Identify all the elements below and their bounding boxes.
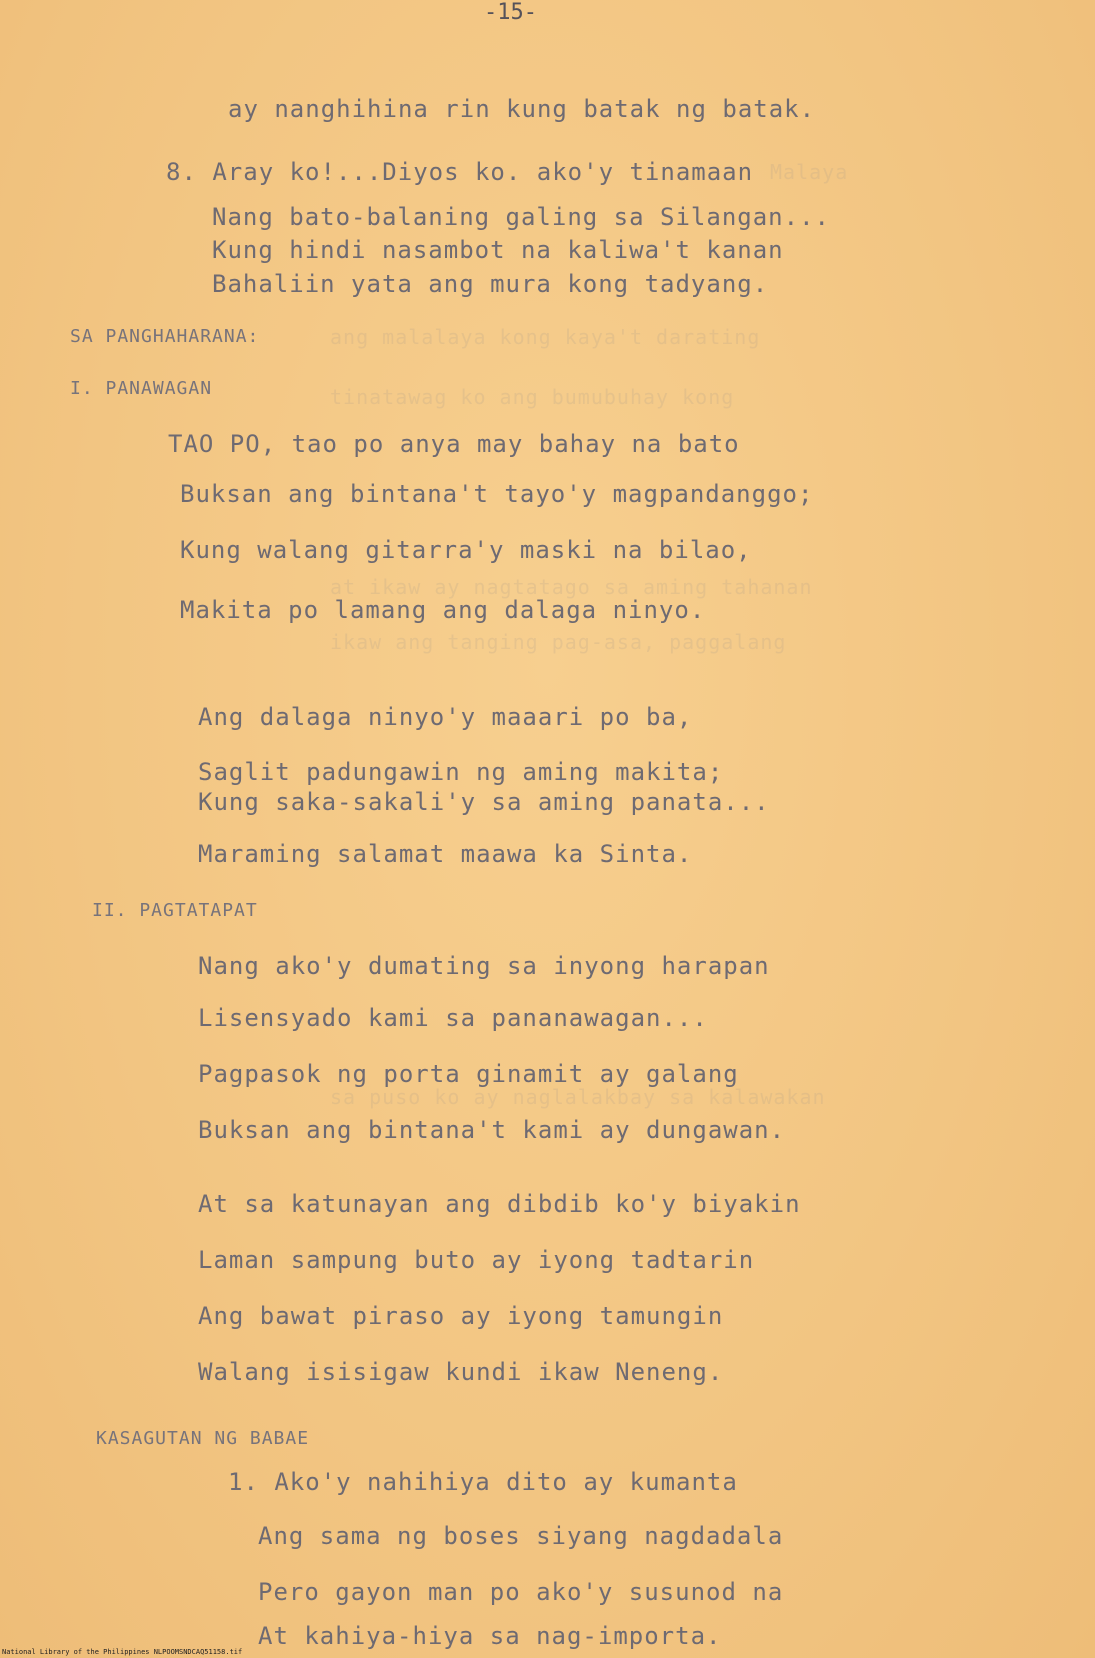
verse-line: Pero gayon man po ako'y susunod na [258,1578,784,1606]
verse-line: Ang bawat piraso ay iyong tamungin [198,1302,724,1330]
verse-line: Maraming salamat maawa ka Sinta. [198,840,693,868]
verse-line: Pagpasok ng porta ginamit ay galang [198,1060,739,1088]
bleed-through-text: tinatawag ko ang bumubuhay kong [330,385,735,409]
bleed-through-text: ang malalaya kong kaya't darating [330,325,761,349]
bleed-through-text: Malaya [770,160,849,184]
section-heading: KASAGUTAN NG BABAE [96,1428,310,1449]
verse-line: Bahaliin yata ang mura kong tadyang. [212,270,769,298]
verse-line: Nang bato-balaning galing sa Silangan... [212,203,830,231]
section-heading: II. PAGTATAPAT [92,900,258,921]
verse-line: Ang sama ng boses siyang nagdadala [258,1522,784,1550]
verse-line: Kung walang gitarra'y maski na bilao, [180,536,752,564]
verse-line: ay nanghihina rin kung batak ng batak. [228,95,816,123]
verse-line: Buksan ang bintana't tayo'y magpandanggo; [180,480,814,508]
verse-line: At kahiya-hiya sa nag-importa. [258,1622,722,1650]
verse-line: Saglit padungawin ng aming makita; [198,758,724,786]
verse-line: At sa katunayan ang dibdib ko'y biyakin [198,1190,801,1218]
section-heading: SA PANGHAHARANA: [70,326,260,347]
verse-line: TAO PO, tao po anya may bahay na bato [168,430,740,458]
verse-line: Kung hindi nasambot na kaliwa't kanan [212,236,784,264]
verse-line: Walang isisigaw kundi ikaw Neneng. [198,1358,724,1386]
verse-line: Kung saka-sakali'y sa aming panata... [198,788,770,816]
verse-line: Ang dalaga ninyo'y maaari po ba, [198,703,693,731]
verse-line: Makita po lamang ang dalaga ninyo. [180,596,706,624]
section-heading: I. PANAWAGAN [70,378,213,399]
verse-line: 1. Ako'y nahihiya dito ay kumanta [228,1468,738,1496]
verse-line: Laman sampung buto ay iyong tadtarin [198,1246,755,1274]
bleed-through-text: ikaw ang tanging pag-asa, paggalang [330,630,787,654]
verse-line: 8. Aray ko!...Diyos ko. ako'y tinamaan [166,158,754,186]
footer-caption: National Library of the Philippines NLPOOMSNDCAQ51158.tif [2,1648,243,1656]
bleed-through-text: at ikaw ay nagtatago sa aming tahanan [330,575,813,599]
verse-line: Nang ako'y dumating sa inyong harapan [198,952,770,980]
page-number: -15- [484,0,537,25]
bleed-through-text: sa puso ko ay naglalakbay sa kalawakan [330,1085,826,1109]
verse-line: Lisensyado kami sa pananawagan... [198,1004,708,1032]
verse-line: Buksan ang bintana't kami ay dungawan. [198,1116,786,1144]
